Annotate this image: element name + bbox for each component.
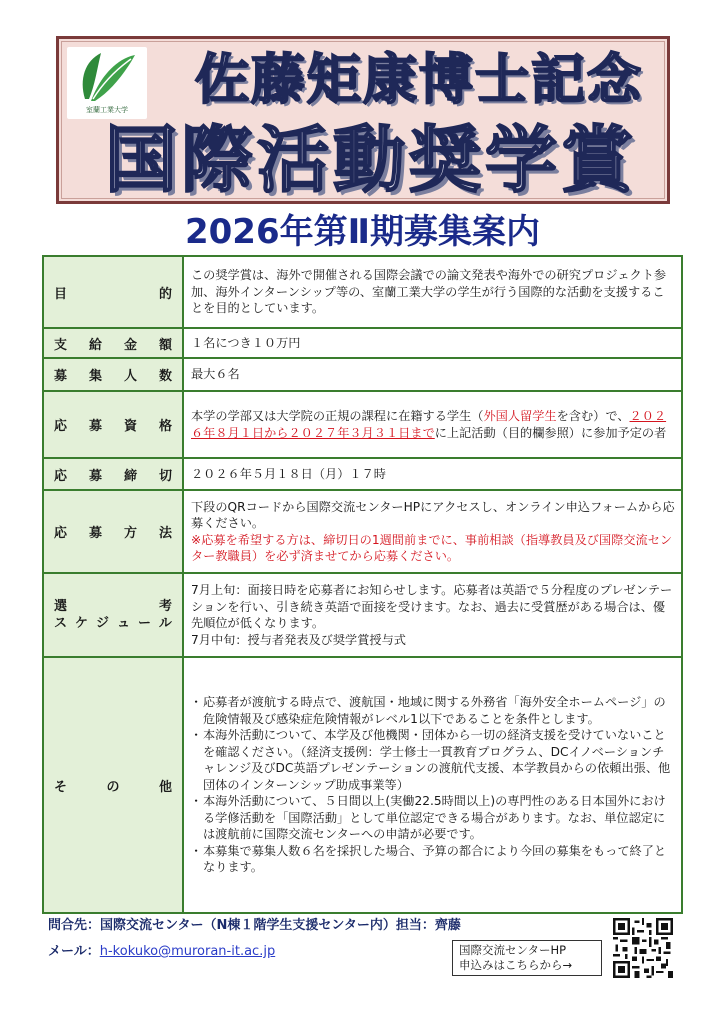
highlight-foreign-students: 外国人留学生 (483, 409, 557, 423)
list-item: ・ 本募集で募集人数６名を採択した場合、予算の都合により今回の募集をもって終了となります。 (191, 843, 675, 876)
content-recruits: 最大６名 (183, 358, 682, 391)
label-eligibility: 応 募 資 格 (43, 391, 183, 458)
title-banner (56, 36, 670, 204)
page-subtitle: 2026年第Ⅱ期募集案内 (184, 212, 541, 252)
content-method: 下段のQRコードから国際交流センターHPにアクセスし、オンライン申込フォームから応募ください。 ※応募を希望する方は、締切日の1週間前までに、事前相談（指導教員及び国際交流センター教職員）を必ず済ませてから応募ください。 (183, 490, 682, 573)
content-purpose: この奨学賞は、海外で開催される国際会議での論文発表や海外での研究プロジェクト参加、海外インターンシップ等の、室蘭工業大学の学生が行う国際的な活動を支援することを目的としています。 (183, 256, 682, 328)
label-recruits: 募 集 人 数 (43, 358, 183, 391)
logo-text: 室蘭工業大学 (86, 106, 128, 114)
content-amount: １名につき１０万円 (183, 328, 682, 358)
label-other: そ の 他 (43, 657, 183, 913)
label-method: 応 募 方 法 (43, 490, 183, 573)
title-line-1: 佐藤矩康博士記念 (195, 48, 643, 111)
row-amount (43, 328, 682, 358)
hp-line-1: 国際交流センターHP (459, 943, 567, 957)
row-selection (43, 573, 682, 657)
content-other (183, 657, 682, 913)
content-selection: 7月上旬：面接日時を応募者にお知らせします。応募者は英語で５分程度のプレゼンテーションを行い、引き続き英語で面接を受けます。なお、過去に受賞歴がある場合は、優先順位が低くなります。 7月中旬：授与者発表及び奨学賞授与式 (183, 573, 682, 657)
mail-row (48, 942, 448, 962)
highlight-activity-period: ２０２６年８月１日から２０２７年３月３１日まで (191, 409, 667, 440)
university-logo-icon (75, 49, 139, 105)
list-item: ・ 本海外活動について、本学及び他機関・団体から一切の経済支援を受けていないことを確認ください。（経済支援例：学士修士一貫教育プログラム、DCイノベーションチャレンジ及びDC英語プレゼンテーションの渡航代支援、本学教員からの依頼出張、他団体のインターンシップ助成事業等） (191, 727, 675, 793)
contact-info: 問合先：国際交流センター（N棟１階学生支援センター内）担当：齊藤 (48, 918, 461, 933)
university-logo (67, 47, 147, 119)
list-item: ・ 本海外活動について、５日間以上(実働22.5時間以上)の専門性のある日本国外における学修活動を「国際活動」として単位認定できる場合があります。なお、単位認定には渡航前に国際交流センターへの申請が必要です。 (191, 793, 675, 843)
label-purpose: 目 的 (43, 256, 183, 328)
qr-code-icon[interactable] (613, 918, 673, 978)
row-eligibility (43, 391, 682, 458)
other-notes-list (191, 694, 675, 876)
label-deadline: 応 募 締 切 (43, 458, 183, 490)
row-method (43, 490, 682, 573)
mail-label: メール： (48, 944, 100, 959)
hp-guide-box (452, 940, 602, 976)
row-deadline (43, 458, 682, 490)
hp-line-2: 申込みはこちらから→ (459, 958, 573, 972)
consultation-note: ※応募を希望する方は、締切日の1週間前までに、事前相談（指導教員及び国際交流センター教職員）を必ず済ませてから応募ください。 (191, 532, 673, 563)
label-selection: 選 考 ス ケ ジ ュ ー ル (43, 573, 183, 657)
info-table (42, 255, 683, 914)
content-deadline: ２０２６年５月１８日（月）１７時 (183, 458, 682, 490)
row-recruits (43, 358, 682, 391)
label-amount: 支 給 金 額 (43, 328, 183, 358)
row-other (43, 657, 682, 913)
row-purpose (43, 256, 682, 328)
mail-link[interactable]: h-kokuko@muroran-it.ac.jp (99, 944, 276, 959)
content-eligibility: 本学の学部又は大学院の正規の課程に在籍する学生（外国人留学生を含む）で、２０２６年８月１日から２０２７年３月３１日までに上記活動（目的欄参照）に参加予定の者 (183, 391, 682, 458)
list-item: ・ 応募者が渡航する時点で、渡航国・地域に関する外務省「海外安全ホームページ」の危険情報及び感染症危険情報がレベル1以下であることを条件とします。 (191, 694, 675, 727)
title-line-2: 国際活動奨学賞 (104, 118, 637, 202)
